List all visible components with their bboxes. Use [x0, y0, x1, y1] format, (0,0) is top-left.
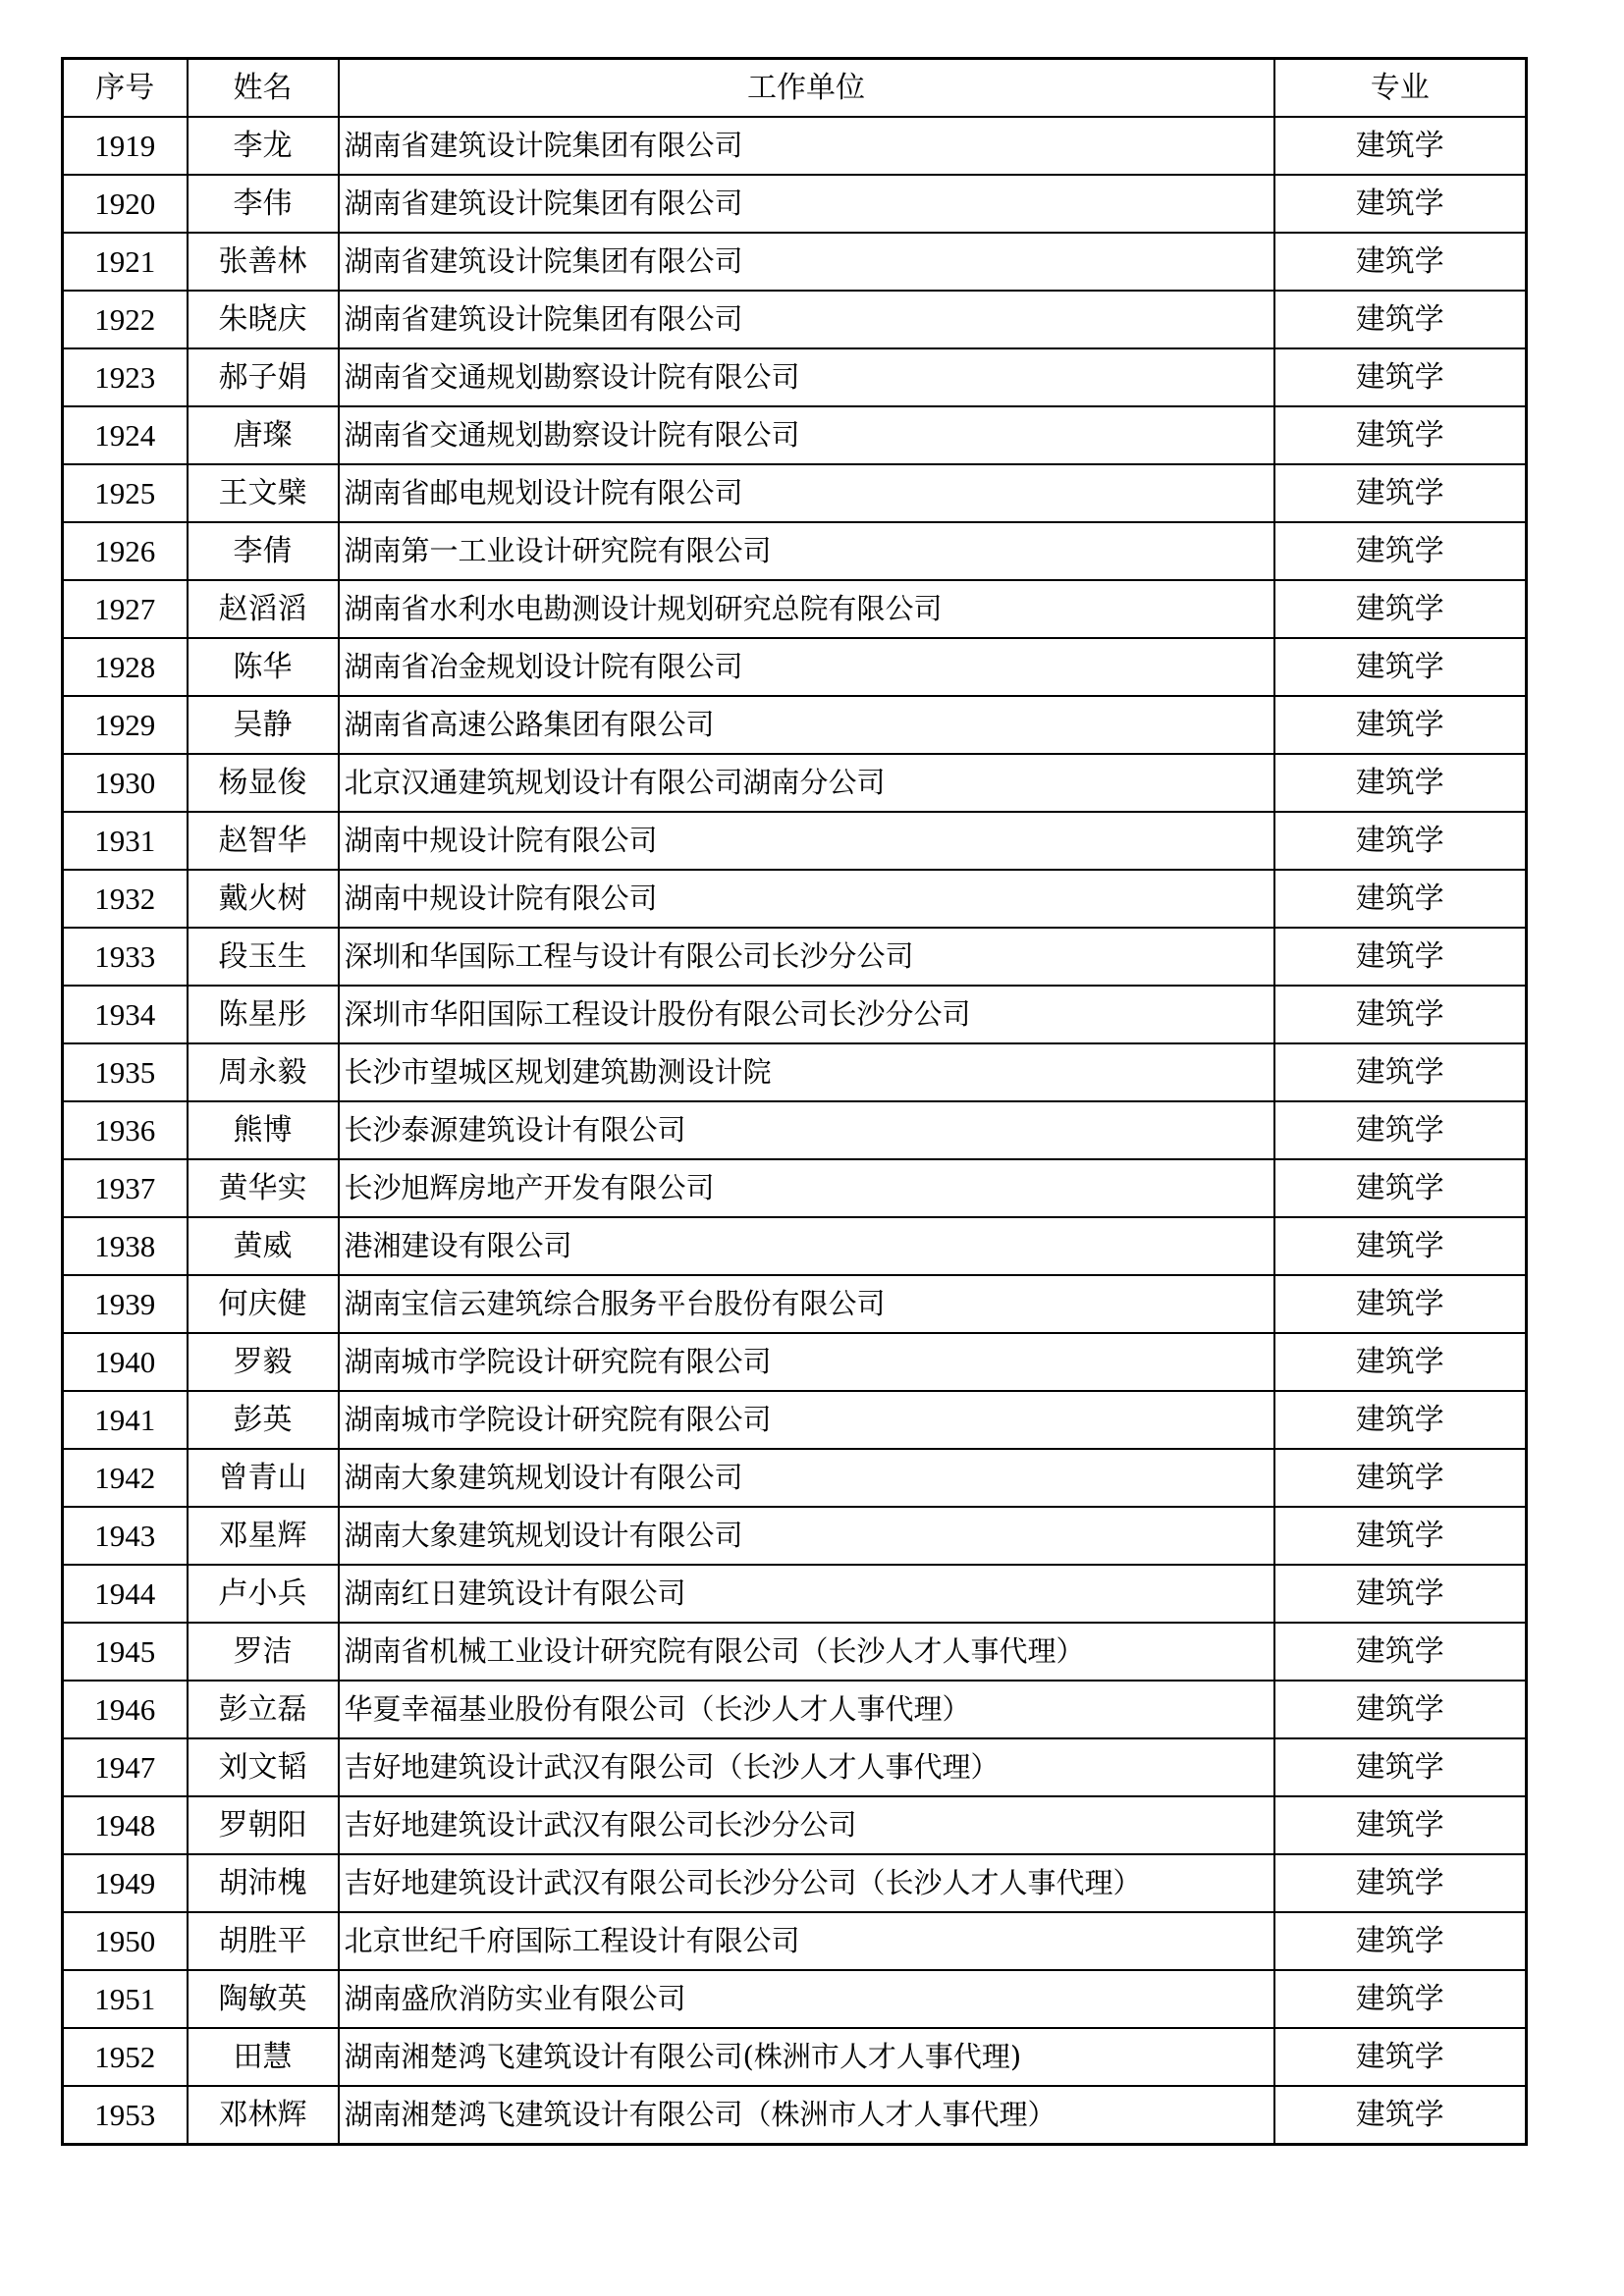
cell-no: 1919 [63, 117, 188, 175]
table-row [63, 406, 1527, 464]
cell-org: 深圳市华阳国际工程设计股份有限公司长沙分公司 [339, 986, 1274, 1043]
cell-name: 郝子娟 [188, 348, 339, 406]
cell-major: 建筑学 [1274, 2028, 1527, 2086]
cell-org: 华夏幸福基业股份有限公司（长沙人才人事代理） [339, 1681, 1274, 1738]
cell-major: 建筑学 [1274, 2086, 1527, 2145]
cell-name: 赵智华 [188, 812, 339, 870]
cell-major: 建筑学 [1274, 638, 1527, 696]
table-row [63, 2086, 1527, 2145]
cell-no: 1933 [63, 928, 188, 986]
table-row [63, 1796, 1527, 1854]
table-row [63, 638, 1527, 696]
cell-no: 1926 [63, 522, 188, 580]
cell-major: 建筑学 [1274, 1391, 1527, 1449]
cell-org: 湖南省建筑设计院集团有限公司 [339, 117, 1274, 175]
cell-no: 1932 [63, 870, 188, 928]
cell-org: 湖南宝信云建筑综合服务平台股份有限公司 [339, 1275, 1274, 1333]
cell-major: 建筑学 [1274, 754, 1527, 812]
cell-major: 建筑学 [1274, 1565, 1527, 1623]
cell-org: 湖南红日建筑设计有限公司 [339, 1565, 1274, 1623]
cell-name: 段玉生 [188, 928, 339, 986]
table-row [63, 580, 1527, 638]
header-major: 专业 [1274, 59, 1527, 118]
cell-major: 建筑学 [1274, 464, 1527, 522]
cell-major: 建筑学 [1274, 1217, 1527, 1275]
cell-no: 1934 [63, 986, 188, 1043]
cell-major: 建筑学 [1274, 233, 1527, 291]
cell-major: 建筑学 [1274, 1043, 1527, 1101]
cell-major: 建筑学 [1274, 1507, 1527, 1565]
table-row [63, 464, 1527, 522]
cell-no: 1940 [63, 1333, 188, 1391]
table-row [63, 1970, 1527, 2028]
cell-org: 湖南省交通规划勘察设计院有限公司 [339, 348, 1274, 406]
table-row [63, 1333, 1527, 1391]
cell-name: 彭英 [188, 1391, 339, 1449]
cell-major: 建筑学 [1274, 291, 1527, 348]
cell-no: 1941 [63, 1391, 188, 1449]
cell-org: 湖南大象建筑规划设计有限公司 [339, 1449, 1274, 1507]
cell-org: 湖南省交通规划勘察设计院有限公司 [339, 406, 1274, 464]
cell-org: 长沙市望城区规划建筑勘测设计院 [339, 1043, 1274, 1101]
cell-org: 湖南湘楚鸿飞建筑设计有限公司(株洲市人才人事代理) [339, 2028, 1274, 2086]
cell-no: 1950 [63, 1912, 188, 1970]
table-row [63, 1391, 1527, 1449]
table-row [63, 986, 1527, 1043]
cell-name: 黄威 [188, 1217, 339, 1275]
cell-no: 1925 [63, 464, 188, 522]
header-org: 工作单位 [339, 59, 1274, 118]
cell-name: 罗洁 [188, 1623, 339, 1681]
cell-no: 1930 [63, 754, 188, 812]
cell-name: 何庆健 [188, 1275, 339, 1333]
cell-org: 湖南省机械工业设计研究院有限公司（长沙人才人事代理） [339, 1623, 1274, 1681]
cell-org: 湖南省邮电规划设计院有限公司 [339, 464, 1274, 522]
cell-no: 1924 [63, 406, 188, 464]
cell-name: 李伟 [188, 175, 339, 233]
cell-name: 胡沛槐 [188, 1854, 339, 1912]
header-no: 序号 [63, 59, 188, 118]
cell-name: 曾青山 [188, 1449, 339, 1507]
cell-no: 1946 [63, 1681, 188, 1738]
cell-major: 建筑学 [1274, 1912, 1527, 1970]
cell-name: 陈星彤 [188, 986, 339, 1043]
cell-no: 1927 [63, 580, 188, 638]
table-row [63, 1507, 1527, 1565]
cell-name: 李倩 [188, 522, 339, 580]
cell-no: 1928 [63, 638, 188, 696]
cell-org: 长沙泰源建筑设计有限公司 [339, 1101, 1274, 1159]
cell-org: 湖南第一工业设计研究院有限公司 [339, 522, 1274, 580]
cell-no: 1931 [63, 812, 188, 870]
cell-name: 张善林 [188, 233, 339, 291]
cell-major: 建筑学 [1274, 406, 1527, 464]
cell-name: 刘文韬 [188, 1738, 339, 1796]
header-row [63, 59, 1527, 118]
table-row [63, 1449, 1527, 1507]
table-row [63, 1043, 1527, 1101]
cell-org: 吉好地建筑设计武汉有限公司（长沙人才人事代理） [339, 1738, 1274, 1796]
roster-sheet [61, 57, 1528, 2146]
cell-major: 建筑学 [1274, 1159, 1527, 1217]
cell-major: 建筑学 [1274, 1623, 1527, 1681]
cell-org: 吉好地建筑设计武汉有限公司长沙分公司 [339, 1796, 1274, 1854]
cell-name: 周永毅 [188, 1043, 339, 1101]
cell-name: 邓林辉 [188, 2086, 339, 2145]
cell-name: 邓星辉 [188, 1507, 339, 1565]
cell-no: 1951 [63, 1970, 188, 2028]
table-row [63, 1217, 1527, 1275]
cell-name: 陶敏英 [188, 1970, 339, 2028]
cell-major: 建筑学 [1274, 1449, 1527, 1507]
cell-name: 罗毅 [188, 1333, 339, 1391]
cell-major: 建筑学 [1274, 1738, 1527, 1796]
cell-major: 建筑学 [1274, 1854, 1527, 1912]
cell-major: 建筑学 [1274, 928, 1527, 986]
cell-org: 湖南湘楚鸿飞建筑设计有限公司（株洲市人才人事代理） [339, 2086, 1274, 2145]
cell-org: 湖南中规设计院有限公司 [339, 812, 1274, 870]
cell-name: 朱晓庆 [188, 291, 339, 348]
cell-name: 赵滔滔 [188, 580, 339, 638]
cell-name: 黄华实 [188, 1159, 339, 1217]
cell-no: 1939 [63, 1275, 188, 1333]
cell-major: 建筑学 [1274, 175, 1527, 233]
cell-major: 建筑学 [1274, 1101, 1527, 1159]
cell-no: 1929 [63, 696, 188, 754]
cell-no: 1952 [63, 2028, 188, 2086]
table-row [63, 175, 1527, 233]
table-row [63, 812, 1527, 870]
table-row [63, 117, 1527, 175]
cell-name: 吴静 [188, 696, 339, 754]
table-row [63, 348, 1527, 406]
cell-org: 港湘建设有限公司 [339, 1217, 1274, 1275]
cell-no: 1943 [63, 1507, 188, 1565]
cell-major: 建筑学 [1274, 1333, 1527, 1391]
table-row [63, 2028, 1527, 2086]
cell-name: 胡胜平 [188, 1912, 339, 1970]
table-row [63, 1854, 1527, 1912]
cell-org: 湖南省冶金规划设计院有限公司 [339, 638, 1274, 696]
cell-no: 1936 [63, 1101, 188, 1159]
cell-org: 湖南省建筑设计院集团有限公司 [339, 233, 1274, 291]
cell-org: 吉好地建筑设计武汉有限公司长沙分公司（长沙人才人事代理） [339, 1854, 1274, 1912]
cell-org: 深圳和华国际工程与设计有限公司长沙分公司 [339, 928, 1274, 986]
cell-name: 王文檗 [188, 464, 339, 522]
cell-major: 建筑学 [1274, 986, 1527, 1043]
cell-no: 1944 [63, 1565, 188, 1623]
cell-org: 长沙旭辉房地产开发有限公司 [339, 1159, 1274, 1217]
table-row [63, 1738, 1527, 1796]
cell-name: 彭立磊 [188, 1681, 339, 1738]
header-name: 姓名 [188, 59, 339, 118]
cell-no: 1948 [63, 1796, 188, 1854]
cell-no: 1920 [63, 175, 188, 233]
cell-name: 田慧 [188, 2028, 339, 2086]
cell-major: 建筑学 [1274, 1970, 1527, 2028]
table-row [63, 1681, 1527, 1738]
cell-org: 湖南省水利水电勘测设计规划研究总院有限公司 [339, 580, 1274, 638]
cell-org: 湖南大象建筑规划设计有限公司 [339, 1507, 1274, 1565]
cell-major: 建筑学 [1274, 812, 1527, 870]
cell-name: 李龙 [188, 117, 339, 175]
cell-no: 1947 [63, 1738, 188, 1796]
table-row [63, 1101, 1527, 1159]
table-row [63, 1275, 1527, 1333]
cell-major: 建筑学 [1274, 696, 1527, 754]
cell-no: 1921 [63, 233, 188, 291]
table-row [63, 928, 1527, 986]
cell-org: 湖南省建筑设计院集团有限公司 [339, 175, 1274, 233]
cell-no: 1922 [63, 291, 188, 348]
cell-name: 陈华 [188, 638, 339, 696]
cell-no: 1935 [63, 1043, 188, 1101]
table-row [63, 233, 1527, 291]
cell-major: 建筑学 [1274, 1681, 1527, 1738]
cell-name: 戴火树 [188, 870, 339, 928]
cell-major: 建筑学 [1274, 1275, 1527, 1333]
cell-major: 建筑学 [1274, 117, 1527, 175]
cell-org: 湖南省高速公路集团有限公司 [339, 696, 1274, 754]
table-row [63, 1565, 1527, 1623]
table-body [63, 117, 1527, 2145]
cell-no: 1942 [63, 1449, 188, 1507]
cell-major: 建筑学 [1274, 522, 1527, 580]
cell-major: 建筑学 [1274, 870, 1527, 928]
table-row [63, 1912, 1527, 1970]
table-row [63, 696, 1527, 754]
table-row [63, 1159, 1527, 1217]
cell-name: 罗朝阳 [188, 1796, 339, 1854]
table-row [63, 1623, 1527, 1681]
cell-org: 湖南中规设计院有限公司 [339, 870, 1274, 928]
cell-name: 卢小兵 [188, 1565, 339, 1623]
cell-org: 湖南盛欣消防实业有限公司 [339, 1970, 1274, 2028]
cell-no: 1937 [63, 1159, 188, 1217]
table-row [63, 754, 1527, 812]
cell-org: 北京汉通建筑规划设计有限公司湖南分公司 [339, 754, 1274, 812]
cell-no: 1938 [63, 1217, 188, 1275]
cell-name: 唐璨 [188, 406, 339, 464]
table-header [63, 59, 1527, 118]
cell-name: 杨显俊 [188, 754, 339, 812]
cell-major: 建筑学 [1274, 580, 1527, 638]
cell-no: 1949 [63, 1854, 188, 1912]
cell-org: 湖南城市学院设计研究院有限公司 [339, 1333, 1274, 1391]
table-row [63, 291, 1527, 348]
cell-major: 建筑学 [1274, 1796, 1527, 1854]
cell-org: 北京世纪千府国际工程设计有限公司 [339, 1912, 1274, 1970]
cell-name: 熊博 [188, 1101, 339, 1159]
cell-no: 1945 [63, 1623, 188, 1681]
table-row [63, 870, 1527, 928]
roster-table [61, 57, 1528, 2146]
table-row [63, 522, 1527, 580]
cell-no: 1923 [63, 348, 188, 406]
cell-no: 1953 [63, 2086, 188, 2145]
cell-major: 建筑学 [1274, 348, 1527, 406]
cell-org: 湖南城市学院设计研究院有限公司 [339, 1391, 1274, 1449]
cell-org: 湖南省建筑设计院集团有限公司 [339, 291, 1274, 348]
